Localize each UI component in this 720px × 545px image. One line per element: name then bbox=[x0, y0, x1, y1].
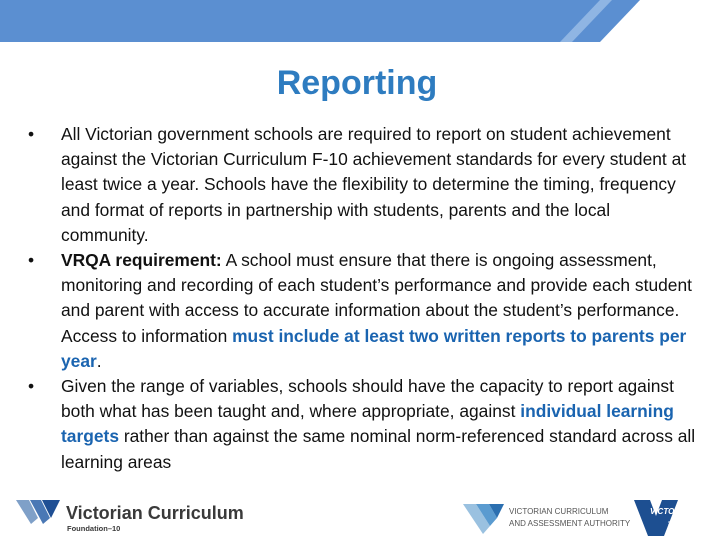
bullet-marker: • bbox=[28, 124, 35, 144]
vcaa-logo bbox=[463, 504, 631, 534]
bullet-tail: rather than against the same nominal norm-referenced standard across all learning areas bbox=[61, 426, 696, 472]
victoria-state-government-logo bbox=[634, 500, 696, 536]
bullet-text: Given the range of variables, schools should have the capacity to report against both what has been taught and, where appropriate, against bbox=[61, 376, 674, 422]
bullet-item bbox=[28, 122, 698, 248]
victoria-logo-sub2: Government bbox=[668, 528, 696, 534]
bullet-text: All Victorian government schools are required to report on student achievement against the Victorian Curriculum F-10 achievement standards for every student at least twice a year. Schools have the flexibility to determine the timing, frequency and format of reports in partnership with students, parents and the local community. bbox=[61, 124, 687, 245]
bullet-marker: • bbox=[28, 250, 35, 271]
footer-logos bbox=[0, 478, 720, 540]
top-header-bar bbox=[0, 0, 720, 42]
bullet-item bbox=[28, 374, 698, 475]
bullet-lead: VRQA requirement: bbox=[61, 250, 222, 271]
slide-title: Reporting bbox=[276, 64, 438, 102]
vcaa-line-2: AND ASSESSMENT AUTHORITY bbox=[509, 519, 631, 528]
vc-logo-sub: Foundation–10 bbox=[67, 524, 121, 533]
victoria-logo-sub1: State bbox=[668, 521, 680, 527]
bullet-highlight: must include at least two written reports to parents per year bbox=[61, 325, 687, 371]
victorian-curriculum-logo bbox=[16, 500, 244, 533]
bullet-highlight: individual learning targets bbox=[61, 401, 674, 447]
bullet-marker: • bbox=[28, 376, 35, 397]
vc-logo-name: Victorian Curriculum bbox=[66, 503, 244, 523]
vcaa-line-1: VICTORIAN CURRICULUM bbox=[509, 507, 609, 516]
bullet-item bbox=[28, 248, 698, 374]
bullet-tail: . bbox=[96, 350, 102, 371]
bullet-text: A school must ensure that there is ongoing assessment, monitoring and recording of each student’s performance and provide each student and parent with access to accurate information about the student’s performance. Access to information bbox=[61, 250, 692, 346]
victoria-logo-name: VICTORIA bbox=[650, 507, 689, 516]
bullet-list bbox=[28, 122, 698, 475]
